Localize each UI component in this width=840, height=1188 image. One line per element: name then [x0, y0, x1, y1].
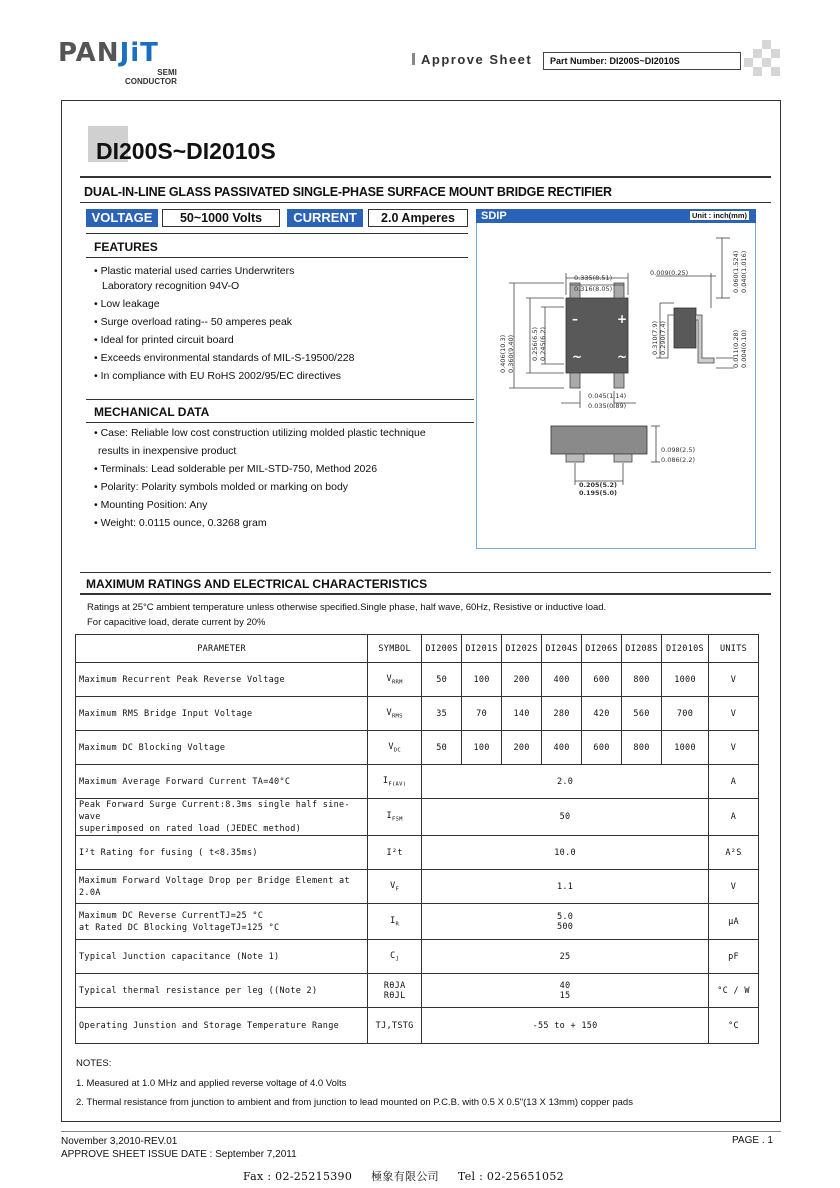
footer-date: November 3,2010-REV.01	[61, 1136, 178, 1147]
value-cell: 600	[582, 663, 622, 697]
symbol-main: RθJA	[383, 980, 406, 991]
value-cell: 400	[542, 731, 582, 765]
package-unit: Unit : inch(mm)	[692, 211, 747, 220]
minus-mark: –	[572, 312, 578, 326]
parameter-cell	[76, 765, 368, 799]
current-tag: CURRENT	[287, 209, 363, 227]
unit-cell: V	[709, 663, 759, 697]
symbol-main: I²t	[386, 847, 403, 858]
parameter-line: Peak Forward Surge Current:8.3ms single half sine-wave	[79, 800, 350, 822]
note-1: 1. Measured at 1.0 MHz and applied reverse voltage of 4.0 Volts	[76, 1077, 347, 1089]
features-rule-top	[86, 233, 468, 234]
dim-side-min: 0.040(1.016)	[740, 250, 748, 293]
dim-pitch-min: 0.195(5.0)	[579, 489, 618, 497]
value-cell: 280	[542, 697, 582, 731]
symbol-main-2: RθJL	[383, 990, 406, 1001]
header-cell: DI206S	[582, 635, 622, 663]
parameter-line: superimposed on rated load (JEDEC method)	[79, 824, 302, 834]
dim-width-min: 0.316(8.05)	[574, 285, 613, 293]
feature-item: • Surge overload rating-- 50 amperes peak	[94, 316, 293, 328]
parameter-line: Maximum DC Blocking Voltage	[79, 742, 226, 753]
table-row	[76, 765, 759, 799]
feature-item: • In compliance with EU RoHS 2002/95/EC directives	[94, 370, 342, 382]
title-rule	[80, 176, 771, 178]
side-view	[656, 238, 734, 368]
header-cell: UNITS	[709, 635, 759, 663]
parameter-line: Maximum Recurrent Peak Reverse Voltage	[79, 674, 285, 685]
ratings-rule-bottom	[80, 593, 771, 595]
value-line: -55 to + 150	[532, 1020, 598, 1031]
top-view	[509, 273, 636, 408]
mechanical-item: • Terminals: Lead solderable per MIL-STD-750, Method 2026	[94, 463, 378, 475]
dim-side-max: 0.060(1.524)	[732, 250, 740, 293]
value-cell: 70	[462, 697, 502, 731]
value-line: 15	[559, 990, 571, 1001]
parameter-cell	[76, 974, 368, 1008]
symbol-main: I	[386, 811, 392, 822]
parameter-line: Operating Junstion and Storage Temperature Range	[79, 1020, 340, 1031]
value-line: 10.0	[554, 847, 576, 858]
symbol-subscript: RMS	[391, 713, 403, 720]
dim-leadw-min: 0.035(0.89)	[588, 402, 627, 410]
value-line: 40	[559, 980, 571, 991]
symbol-main: V	[386, 707, 392, 718]
parameter-line: Maximum Forward Voltage Drop per Bridge Element at 2.0A	[79, 875, 350, 898]
parameter-line: Maximum Average Forward Current TA=40°C	[79, 776, 291, 787]
symbol-main: C	[390, 950, 396, 961]
ratings-note-line1: Ratings at 25°C ambient temperature unless otherwise specified.Single phase, half wave, 60Hz, Resistive or inductive load.	[87, 602, 607, 613]
dim-height-total-max: 0.098(2.5)	[661, 446, 696, 454]
value-cell: 800	[622, 663, 662, 697]
feature-item: • Plastic material used carries Underwriters	[94, 265, 295, 277]
mechanical-item: • Mounting Position: Any	[94, 499, 208, 511]
symbol-cell	[368, 697, 422, 731]
symbol-cell	[368, 870, 422, 904]
value-cell	[422, 765, 709, 799]
unit-cell: V	[709, 870, 759, 904]
value-cell	[422, 974, 709, 1008]
value-cell: 560	[622, 697, 662, 731]
voltage-tag: VOLTAGE	[86, 209, 158, 227]
mechanical-heading: MECHANICAL DATA	[94, 405, 210, 419]
symbol-main: I	[382, 775, 389, 786]
header-cell: DI208S	[622, 635, 662, 663]
parameter-cell	[76, 1008, 368, 1044]
checker-decoration	[744, 40, 780, 76]
symbol-main: I	[390, 915, 396, 926]
package-name: SDIP	[481, 210, 507, 222]
symbol-main: V	[386, 673, 392, 684]
parameter-cell	[76, 904, 368, 940]
dim-foot-max: 0.011(0.28)	[732, 329, 740, 368]
value-cell: 200	[502, 731, 542, 765]
mechanical-item: • Weight: 0.0115 ounce, 0.3268 gram	[94, 517, 267, 529]
symbol-main: V	[388, 741, 394, 752]
table-row	[76, 836, 759, 870]
symbol-main: TJ,TSTG	[375, 1020, 414, 1031]
dim-lead-thickness: 0.009(0.25)	[650, 269, 689, 277]
plus-mark: +	[617, 312, 628, 326]
table-row	[76, 974, 759, 1008]
company-logo: PANJiT	[58, 38, 159, 68]
value-cell	[422, 836, 709, 870]
notes-heading: NOTES:	[76, 1058, 112, 1069]
symbol-subscript: F(AV)	[388, 781, 407, 788]
parameter-cell	[76, 799, 368, 836]
subtitle-rule	[80, 202, 771, 203]
header-cell: DI2010S	[662, 635, 709, 663]
value-line: 500	[556, 921, 574, 932]
header-cell: SYMBOL	[368, 635, 422, 663]
value-cell: 100	[462, 731, 502, 765]
notes	[76, 1054, 633, 1113]
symbol-subscript: J	[395, 956, 400, 963]
dim-foot-min: 0.004(0.10)	[740, 329, 748, 368]
table-row	[76, 904, 759, 940]
parameter-cell	[76, 870, 368, 904]
value-cell: 50	[422, 663, 462, 697]
value-cell: 35	[422, 697, 462, 731]
value-cell: 700	[662, 697, 709, 731]
table-row	[76, 940, 759, 974]
ac-mark-right: ~	[617, 350, 628, 364]
symbol-subscript: RRM	[391, 679, 403, 686]
table-row	[76, 870, 759, 904]
symbol-cell	[368, 904, 422, 940]
parameter-cell	[76, 836, 368, 870]
value-cell: 100	[462, 663, 502, 697]
feature-item: • Low leakage	[94, 298, 160, 310]
value-cell	[422, 940, 709, 974]
footer-issue: APPROVE SHEET ISSUE DATE : September 7,2011	[61, 1149, 297, 1160]
unit-cell: V	[709, 697, 759, 731]
footer-left	[61, 1135, 297, 1161]
parameter-line: at Rated DC Blocking VoltageTJ=125 °C	[79, 922, 280, 933]
dim-width-max: 0.335(8.51)	[574, 274, 613, 282]
value-cell: 1000	[662, 663, 709, 697]
symbol-cell	[368, 799, 422, 836]
value-cell: 600	[582, 731, 622, 765]
parameter-cell	[76, 940, 368, 974]
table-row	[76, 697, 759, 731]
dim-leadw-max: 0.045(1.14)	[588, 392, 627, 400]
symbol-subscript: FSM	[391, 816, 403, 823]
front-view	[551, 426, 660, 485]
dim-pin-max: 0.256(6.5)	[531, 326, 539, 361]
symbol-cell	[368, 663, 422, 697]
symbol-subscript: F	[395, 886, 400, 893]
page-number: PAGE . 1	[732, 1135, 773, 1146]
value-line: 5.0	[556, 911, 574, 922]
table-row	[76, 663, 759, 697]
value-line: 1.1	[556, 881, 574, 892]
fax-tel-line: Fax : 02-25215390 極象有限公司 Tel : 02-25651052	[243, 1170, 564, 1183]
symbol-subscript: DC	[393, 747, 401, 754]
table-header-row	[76, 635, 759, 663]
unit-cell: °C	[709, 1008, 759, 1044]
symbol-subscript: R	[395, 921, 400, 928]
unit-cell: µA	[709, 904, 759, 940]
parameter-cell	[76, 731, 368, 765]
table-row	[76, 1008, 759, 1044]
mechanical-list	[94, 424, 426, 532]
table-row	[76, 799, 759, 836]
header-cell: DI200S	[422, 635, 462, 663]
unit-cell: A	[709, 765, 759, 799]
footer-rule	[61, 1131, 781, 1132]
dim-height-min: 0.360(9.40)	[507, 334, 515, 373]
value-line: 50	[559, 812, 571, 822]
dim-pin-min: 0.245(6.2)	[539, 326, 547, 361]
parameter-cell	[76, 663, 368, 697]
features-list	[94, 262, 355, 385]
approve-sheet-label: Approve Sheet	[412, 52, 532, 67]
feature-item: Laboratory recognition 94V-O	[102, 280, 240, 292]
mech-rule-bottom	[86, 422, 474, 423]
header-cell: DI201S	[462, 635, 502, 663]
symbol-cell	[368, 836, 422, 870]
symbol-cell	[368, 940, 422, 974]
symbol-cell	[368, 1008, 422, 1044]
part-number-box: Part Number: DI200S~DI2010S	[543, 52, 741, 70]
mechanical-item: • Case: Reliable low cost construction utilizing molded plastic technique	[94, 427, 426, 439]
value-cell	[422, 1008, 709, 1044]
header-cell: DI202S	[502, 635, 542, 663]
value-cell: 800	[622, 731, 662, 765]
header-cell: DI204S	[542, 635, 582, 663]
parameter-cell	[76, 697, 368, 731]
dim-height-max: 0.406(10.3)	[499, 334, 507, 373]
logo-subtext: SEMI CONDUCTOR	[125, 68, 177, 86]
value-line: 2.0	[556, 776, 574, 787]
symbol-cell	[368, 765, 422, 799]
value-cell: 200	[502, 663, 542, 697]
parameter-line: Typical thermal resistance per leg ((Note 2)	[79, 985, 318, 996]
unit-cell: pF	[709, 940, 759, 974]
dim-body-min: 0.290(7.4)	[659, 320, 667, 355]
header-cell: PARAMETER	[76, 635, 368, 663]
features-rule-bottom	[86, 257, 468, 258]
value-cell: 400	[542, 663, 582, 697]
feature-item: • Exceeds environmental standards of MIL-S-19500/228	[94, 352, 355, 364]
value-cell	[422, 870, 709, 904]
ratings-heading: MAXIMUM RATINGS AND ELECTRICAL CHARACTERISTICS	[86, 577, 428, 591]
unit-cell: A²S	[709, 836, 759, 870]
current-value: 2.0 Amperes	[368, 209, 468, 227]
subtitle: DUAL-IN-LINE GLASS PASSIVATED SINGLE-PHASE SURFACE MOUNT BRIDGE RECTIFIER	[84, 185, 612, 199]
mechanical-item: results in inexpensive product	[98, 445, 237, 457]
page-title: DI200S~DI2010S	[96, 138, 276, 164]
features-heading: FEATURES	[94, 240, 158, 254]
note-2: 2. Thermal resistance from junction to ambient and from junction to lead mounted on P.C.B. with 0.5 X 0.5"(13 X 13mm) copper pads	[76, 1097, 633, 1108]
ratings-note-line2: For capacitive load, derate current by 20%	[87, 617, 266, 628]
voltage-value: 50~1000 Volts	[162, 209, 280, 227]
parameter-line: I²t Rating for fusing ( t<8.35ms)	[79, 847, 258, 858]
ratings-rule-top	[80, 572, 771, 573]
value-cell	[422, 799, 709, 836]
symbol-cell	[368, 974, 422, 1008]
ac-mark-left: ~	[572, 350, 583, 364]
mech-rule-top	[86, 399, 474, 400]
dim-pitch-max: 0.205(5.2)	[579, 481, 618, 489]
value-cell: 140	[502, 697, 542, 731]
parameter-line: Maximum RMS Bridge Input Voltage	[79, 708, 253, 719]
symbol-cell	[368, 731, 422, 765]
dim-body-max: 0.310(7.9)	[651, 320, 659, 355]
dim-height-total-min: 0.086(2.2)	[661, 456, 696, 464]
parameter-line: Typical Junction capacitance (Note 1)	[79, 951, 280, 962]
value-cell: 50	[422, 731, 462, 765]
mechanical-item: • Polarity: Polarity symbols molded or marking on body	[94, 481, 349, 493]
unit-cell: A	[709, 799, 759, 836]
unit-cell: °C / W	[709, 974, 759, 1008]
value-cell	[422, 904, 709, 940]
ratings-table	[75, 634, 759, 1044]
unit-cell: V	[709, 731, 759, 765]
feature-item: • Ideal for printed circuit board	[94, 334, 234, 346]
symbol-main: V	[390, 880, 396, 891]
value-cell: 420	[582, 697, 622, 731]
value-cell: 1000	[662, 731, 709, 765]
table-row	[76, 731, 759, 765]
parameter-line: Maximum DC Reverse CurrentTJ=25 °C	[79, 910, 264, 921]
value-line: 25	[559, 951, 571, 962]
ratings-note	[87, 600, 606, 630]
package-outline-drawing	[476, 223, 756, 549]
